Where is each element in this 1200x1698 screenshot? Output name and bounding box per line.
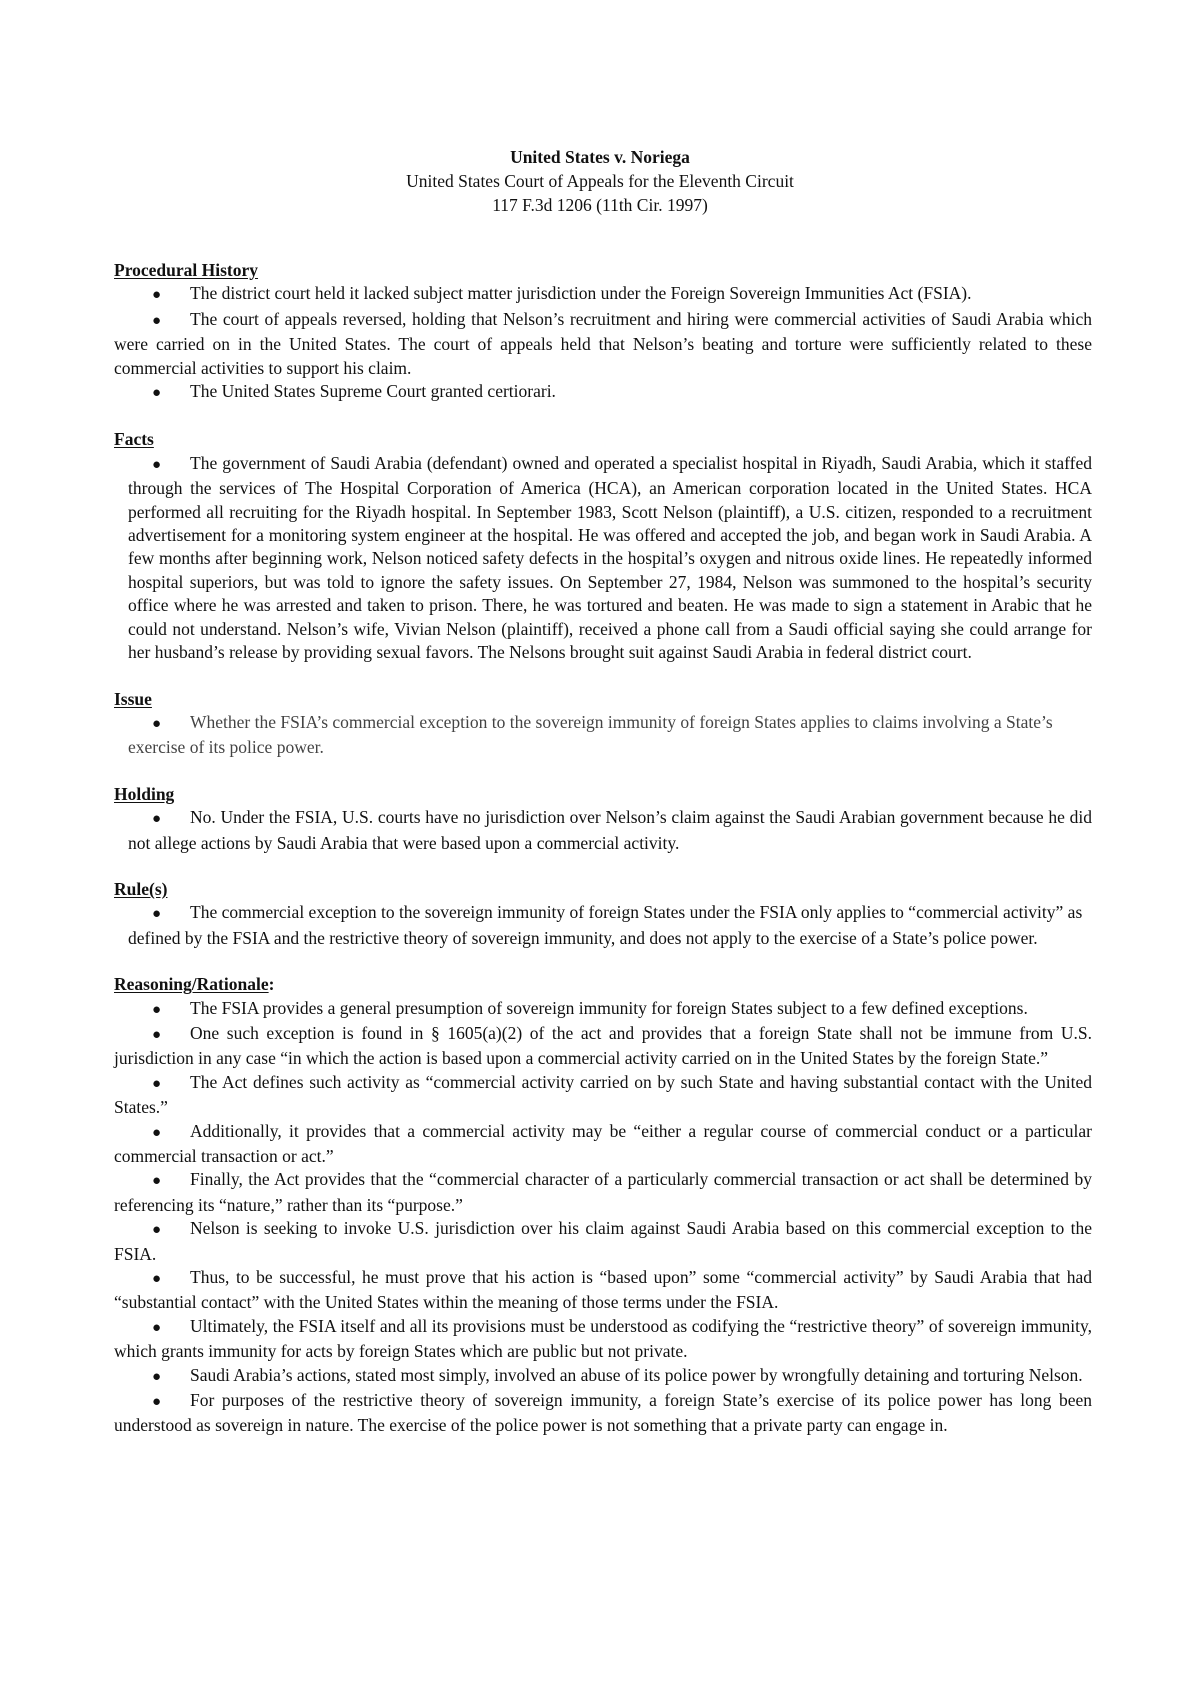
section-reasoning [114, 973, 1092, 1438]
bullet-icon: ● [152, 906, 162, 923]
section-heading: Procedural History [114, 260, 259, 280]
list-item: ● The Act defines such activity as “commercial activity carried on by such State and having substantial contact with the United States.” [114, 1071, 1092, 1118]
list-item: ● The court of appeals reversed, holding that Nelson’s recruitment and hiring were commercial activities of Saudi Arabia which were carried on in the United States. The court of appeals held that Nelson’s beating and torture were sufficiently related to these commercial activities to support his claim. [114, 308, 1092, 378]
section-procedural-history [114, 259, 1092, 405]
case-title: United States v. Noriega [510, 147, 690, 167]
case-citation: 117 F.3d 1206 (11th Cir. 1997) [492, 195, 708, 215]
list-item: ● Ultimately, the FSIA itself and all its provisions must be understood as codifying the “restrictive theory” of sovereign immunity, which grants immunity for acts by foreign States which are public but not private. [114, 1315, 1092, 1362]
bullet-list [114, 997, 1092, 1438]
list-item: ● Nelson is seeking to invoke U.S. jurisdiction over his claim against Saudi Arabia based on this commercial exception to the FSIA. [114, 1218, 1092, 1264]
bullet-icon: ● [152, 1173, 162, 1190]
section-holding [114, 783, 1092, 855]
bullet-list [114, 901, 1092, 950]
list-item: ● Whether the FSIA’s commercial exception to the sovereign immunity of foreign States applies to claims involving a State’s exercise of its police power. [128, 711, 1053, 758]
list-item: ● Additionally, it provides that a commercial activity may be “either a regular course of commercial conduct or a particular commercial transaction or act.” [114, 1120, 1092, 1166]
section-heading: Issue [114, 688, 152, 709]
list-item: ● One such exception is found in § 1605(a)(2) of the act and provides that a foreign State shall not be immune from U.S. jurisdiction in any case “in which the action is based upon a commercial activity carried on in the United States by the foreign State.” [114, 1022, 1092, 1069]
list-item: ● No. Under the FSIA, U.S. courts have no jurisdiction over Nelson’s claim against the Saudi Arabian government because he did not allege actions by Saudi Arabia that were based upon a commercial activity. [128, 807, 1092, 853]
list-item: ● The district court held it lacked subject matter jurisdiction under the Foreign Sovereign Immunities Act (FSIA). [114, 282, 1092, 307]
list-item: ● For purposes of the restrictive theory of sovereign immunity, a foreign State’s exercise of its police power has long been understood as sovereign in nature. The exercise of the police power is not something that a private party can engage in. [114, 1390, 1092, 1436]
bullet-icon: ● [152, 1368, 162, 1385]
list-item: ● The government of Saudi Arabia (defendant) owned and operated a specialist hospital in Riyadh, Saudi Arabia, which it staffed through the services of The Hospital Corporation of America (HCA), an American corporation located in the United States. HCA performed all recruiting for the Riyadh hospital. In September 1983, Scott Nelson (plaintiff), a U.S. citizen, responded to a recruitment advertisement for a monitoring system engineer at the hospital. He was offered and accepted the job, and began work in Saudi Arabia. A few months after beginning work, Nelson noticed safety defects in the hospital’s oxygen and nitrous oxide lines. He repeatedly informed hospital superiors, but was told to ignore the safety issues. On September 27, 1984, Nelson was summoned to the hospital’s security office where he was arrested and taken to prison. There, he was tortured and beaten. He was made to sign a statement in Arabic that he could not understand. Nelson’s wife, Vivian Nelson (plaintiff), received a phone call from a Saudi official saying she could arrange for her husband’s release by providing sexual favors. The Nelsons brought suit against Saudi Arabia in federal district court. [128, 452, 1092, 663]
bullet-icon: ● [152, 385, 162, 402]
section-heading: Reasoning/Rationale: [114, 974, 275, 995]
bullet-icon: ● [152, 1075, 162, 1092]
section-rules [114, 878, 1092, 950]
list-item: ● Saudi Arabia’s actions, stated most simply, involved an abuse of its police power by wrongfully detaining and torturing Nelson. [114, 1364, 1092, 1389]
bullet-icon: ● [152, 811, 162, 828]
section-heading: Holding [114, 783, 175, 804]
bullet-icon: ● [152, 312, 162, 329]
bullet-list [114, 452, 1092, 665]
bullet-icon: ● [152, 1222, 162, 1239]
bullet-icon: ● [152, 1394, 162, 1411]
section-facts [114, 428, 1092, 664]
list-item: ● The FSIA provides a general presumption of sovereign immunity for foreign States subject to a few defined exceptions. [114, 997, 1092, 1022]
bullet-list [114, 806, 1092, 855]
bullet-icon: ● [152, 1001, 162, 1018]
bullet-icon: ● [152, 1026, 162, 1043]
list-item: ● Finally, the Act provides that the “commercial character of a particularly commercial transaction or act shall be determined by referencing its “nature,” rather than its “purpose.” [114, 1169, 1092, 1215]
section-issue [114, 688, 1092, 760]
bullet-icon: ● [152, 456, 162, 473]
list-item: ● Thus, to be successful, he must prove that his action is “based upon” some “commercial activity” by Saudi Arabia that had “substantial contact” with the United States within the meaning of those terms under the FSIA. [114, 1267, 1092, 1313]
bullet-list [114, 711, 1092, 760]
court-name: United States Court of Appeals for the Eleventh Circuit [406, 171, 794, 191]
bullet-icon: ● [152, 1319, 162, 1336]
bullet-icon: ● [152, 1124, 162, 1141]
document-header [0, 145, 1200, 217]
section-heading: Facts [114, 429, 154, 450]
bullet-icon: ● [152, 715, 162, 732]
bullet-icon: ● [152, 1271, 162, 1288]
section-heading: Rule(s) [114, 878, 168, 899]
list-item: ● The commercial exception to the sovereign immunity of foreign States under the FSIA only applies to “commercial activity” as defined by the FSIA and the restrictive theory of sovereign immunity, and does not apply to the exercise of a State’s police power. [128, 902, 1083, 948]
list-item: ● The United States Supreme Court granted certiorari. [114, 380, 1092, 405]
bullet-list [114, 282, 1092, 405]
bullet-icon: ● [152, 287, 162, 304]
brief-content [114, 259, 1092, 1461]
